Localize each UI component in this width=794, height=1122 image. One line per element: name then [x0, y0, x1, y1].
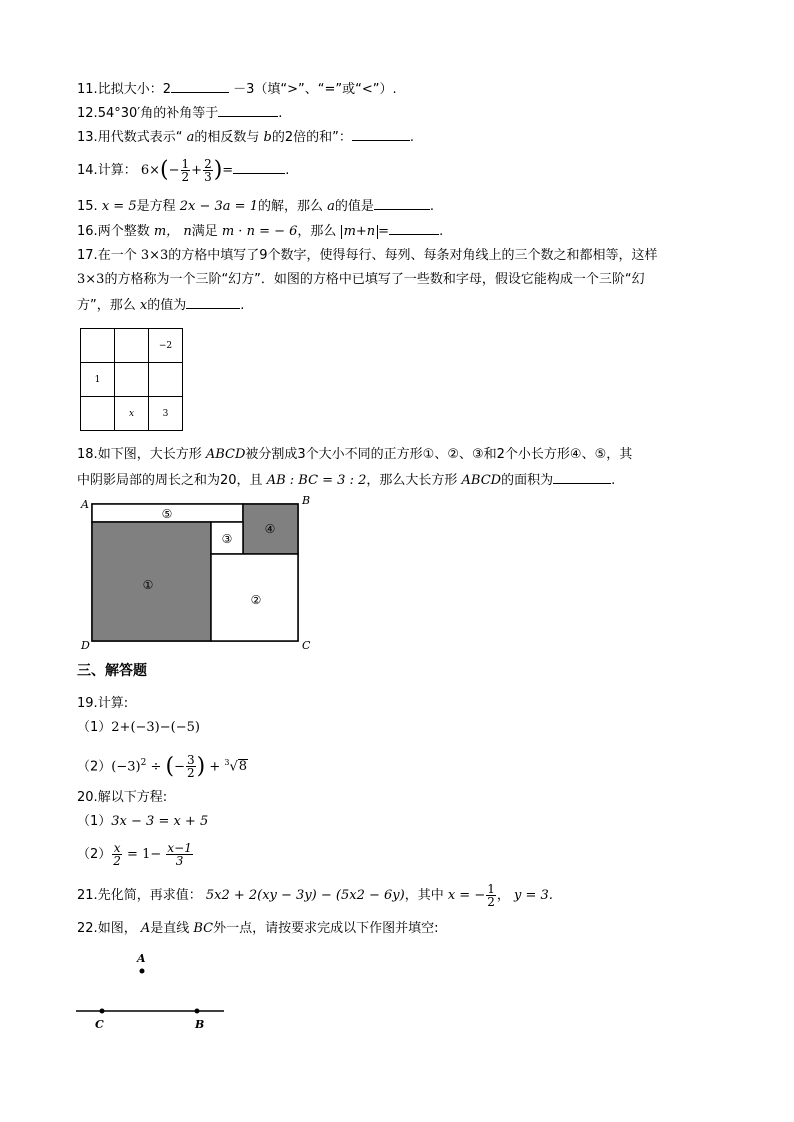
- question-19-part-2: $(2)(-3)^2$ ÷ (− $\frac{3}{2}$ ) + $^3$√8: [77, 753, 248, 781]
- question-14: 14.计算： 6×(− $\frac{1}{2}$ + $\frac{2}{3}$ )= .: [77, 157, 290, 184]
- grid-cell: [81, 397, 115, 431]
- question-20: 20.解以下方程:: [77, 790, 168, 805]
- label-D: D: [81, 639, 90, 650]
- cube-root: 8: [238, 759, 248, 775]
- fraction: $\frac{x}{2}$: [113, 841, 121, 868]
- question-21: 21.先化简，再求值： 5x2 + 2(xy − 3y) − (5x2 − 6y)，其中 x = − $\frac{1}{2}$ ， y = 3.: [77, 882, 553, 909]
- label-square-3: ③: [221, 532, 233, 546]
- answer-blank: [374, 197, 430, 210]
- answer-blank: [186, 296, 240, 309]
- label-square-2: ②: [250, 593, 262, 607]
- grid-cell: [81, 329, 115, 363]
- answer-blank: [352, 128, 410, 141]
- fraction: $\frac{1}{2}$: [181, 157, 190, 184]
- grid-cell: [115, 329, 149, 363]
- fraction: $\frac{3}{2}$: [187, 753, 195, 781]
- answer-blank: [389, 222, 439, 235]
- label-rect-5: ⑤: [161, 507, 173, 521]
- grid-cell: [149, 363, 183, 397]
- grid-cell: −2: [149, 329, 183, 363]
- question-15: 15. x = 5是方程 2x − 3a = 1的解，那么 a的值是 .: [77, 199, 435, 214]
- question-11: 11.比拟大小：2 －3（填“>”、“=”或“<”）.: [77, 82, 397, 97]
- answer-blank: [218, 104, 278, 117]
- question-17-line-3: 方”，那么 x的值为 .: [77, 298, 245, 313]
- magic-square-grid: [80, 328, 183, 431]
- question-19: 19.计算:: [77, 696, 129, 711]
- label-rect-4: ④: [264, 522, 276, 536]
- label-A: A: [81, 498, 89, 511]
- point-A: [140, 969, 145, 974]
- question-17-line-1: 17.在一个 3×3的方格中填写了9个数字，使得每行、每列、每条对角线上的三个数之和都相等，这样: [77, 248, 658, 263]
- question-22: 22.如图， A是直线 BC外一点，请按要求完成以下作图并填空:: [77, 921, 439, 936]
- grid-cell: x: [115, 397, 149, 431]
- question-19-part-1: （1）2+(−3)−(−5): [77, 720, 200, 735]
- question-20-part-2: （2） $\frac{x}{2}$ = 1− $\frac{x-1}{3}$: [77, 841, 192, 868]
- absolute-value: m+n: [341, 225, 379, 239]
- label-C: C: [302, 639, 311, 650]
- line-bc-diagram: [70, 945, 240, 1040]
- question-13: 13.用代数式表示“ a的相反数与 b的2倍的和”： .: [77, 130, 414, 145]
- fraction: $\frac{1}{2}$: [487, 882, 495, 909]
- grid-cell: 3: [149, 397, 183, 431]
- rectangle-diagram: [78, 495, 318, 650]
- fraction: $\frac{x-1}{3}$: [167, 841, 192, 868]
- label-B: B: [195, 1018, 205, 1031]
- section-title: 三、解答题: [77, 663, 147, 679]
- label-C: C: [95, 1018, 104, 1031]
- question-number: 11.: [77, 82, 98, 97]
- grid-cell: 1: [81, 363, 115, 397]
- label-A: A: [137, 952, 146, 965]
- grid-cell: [115, 363, 149, 397]
- fraction: $\frac{2}{3}$: [204, 157, 212, 184]
- answer-blank: [553, 471, 611, 484]
- answer-blank: [171, 80, 229, 93]
- point-B: [195, 1009, 200, 1014]
- question-18-line-2: 中阴影局部的周长之和为20，且 AB : BC = 3 : 2，那么大长方形 ABCD的面积为 .: [77, 473, 616, 488]
- point-C: [100, 1009, 105, 1014]
- answer-blank: [233, 161, 285, 174]
- label-square-1: ①: [142, 578, 154, 592]
- label-B: B: [302, 495, 311, 507]
- question-12: 12.54°30′角的补角等于 .: [77, 106, 283, 121]
- question-18-line-1: 18.如下图，大长方形 ABCD被分割成3个大小不同的正方形①、②、③和2个小长方形④、⑤，其: [77, 447, 633, 462]
- question-17-line-2: 3×3的方格称为一个三阶“幻方”．如图的方格中已填写了一些数和字母，假设它能构成一个三阶“幻: [77, 272, 645, 287]
- question-16: 16.两个整数 m， n满足 m · n = − 6，那么 m+n = .: [77, 224, 444, 239]
- question-20-part-1: （1）3x − 3 = x + 5: [77, 814, 209, 829]
